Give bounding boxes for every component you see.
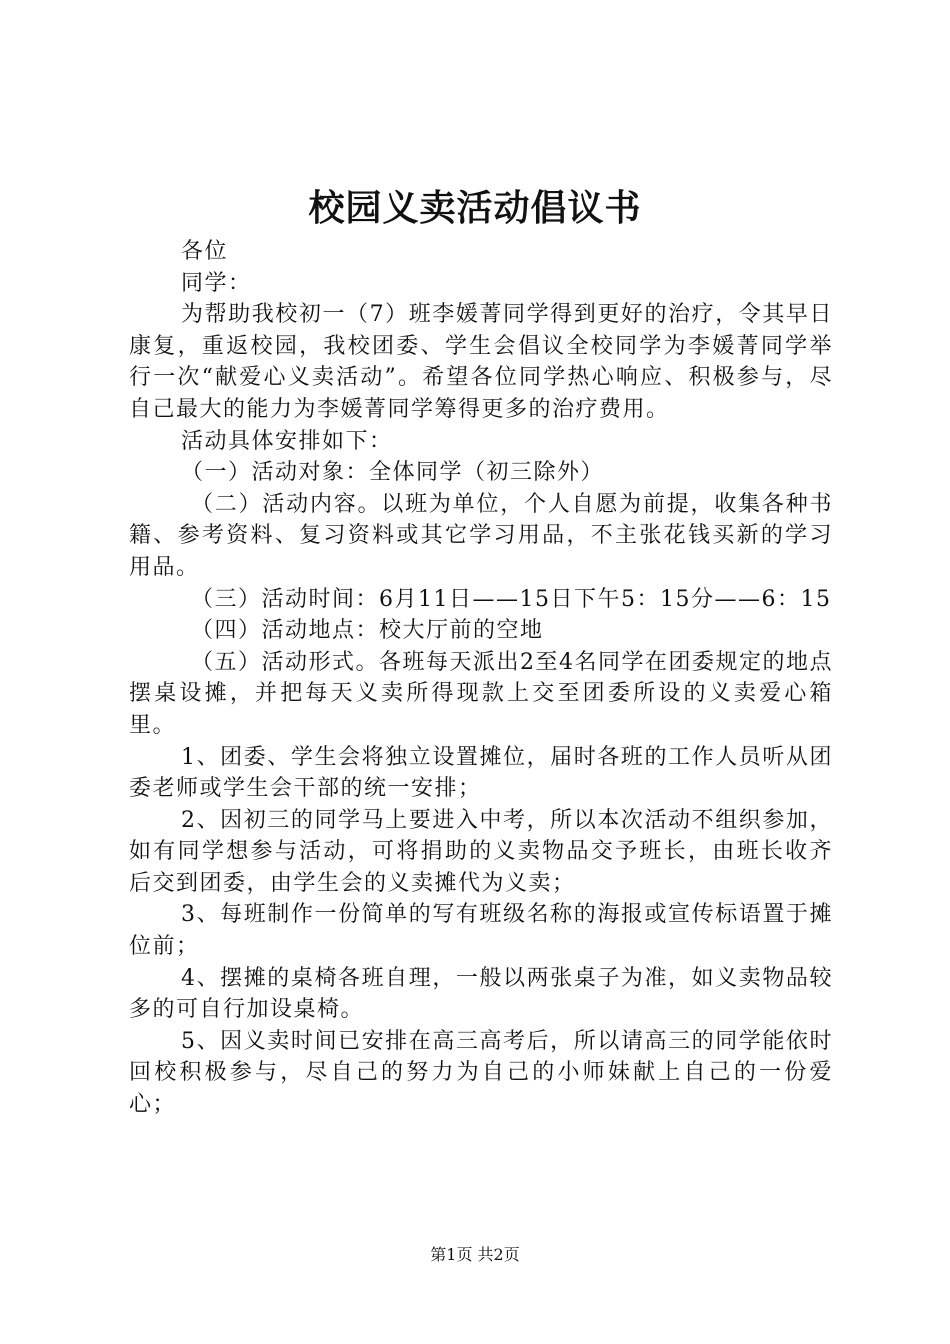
page-number-footer: 第1页 共2页 <box>430 1245 520 1264</box>
document-title: 校园义卖活动倡议书 <box>308 187 642 229</box>
salutation-line-1: 各位 <box>181 239 229 264</box>
paragraph-item-2: （二）活动内容。以班为单位，个人自愿为前提，收集各种书籍、参考资料、复习资料或其它学习用品，不主张花钱买新的学习用品。 <box>129 491 833 580</box>
paragraph-item-4: （四）活动地点：校大厅前的空地 <box>191 618 544 644</box>
paragraph-rule-3: 3、每班制作一份简单的写有班级名称的海报或宣传标语置于摊位前； <box>129 902 833 960</box>
paragraph-rule-4: 4、摆摊的桌椅各班自理，一般以两张桌子为准，如义卖物品较多的可自行加设桌椅。 <box>129 965 833 1023</box>
document-body <box>129 236 833 1121</box>
paragraph-intro: 为帮助我校初一（7）班李媛菁同学得到更好的治疗，令其早日康复，重返校园，我校团委、学生会倡议全校同学为李媛菁同学举行一次“献爱心义卖活动”。希望各位同学热心响应、积极参与，尽自己最大的能力为李媛菁同学筹得更多的治疗费用。 <box>129 302 833 422</box>
paragraph-item-5: （五）活动形式。各班每天派出2至4名同学在团委规定的地点摆桌设摊，并把每天义卖所得现款上交至团委所设的义卖爱心箱里。 <box>129 649 833 738</box>
paragraph-rule-5: 5、因义卖时间已安排在高三高考后，所以请高三的同学能依时回校积极参与，尽自己的努力为自己的小师妹献上自己的一份爱心； <box>129 1028 833 1118</box>
salutation-line-2: 同学： <box>181 270 252 296</box>
paragraph-rule-1: 1、团委、学生会将独立设置摊位，届时各班的工作人员听从团委老师或学生会干部的统一安排； <box>129 744 833 802</box>
paragraph-item-1: （一）活动对象：全体同学（初三除外） <box>181 460 605 486</box>
paragraph-rule-2: 2、因初三的同学马上要进入中考，所以本次活动不组织参加，如有同学想参与活动，可将捐助的义卖物品交予班长，由班长收齐后交到团委，由学生会的义卖摊代为义卖； <box>129 807 833 896</box>
paragraph-item-3: （三）活动时间：6月11日——15日下午5：15分——6：15 <box>191 586 832 612</box>
paragraph-arrangement-heading: 活动具体安排如下： <box>181 428 393 454</box>
